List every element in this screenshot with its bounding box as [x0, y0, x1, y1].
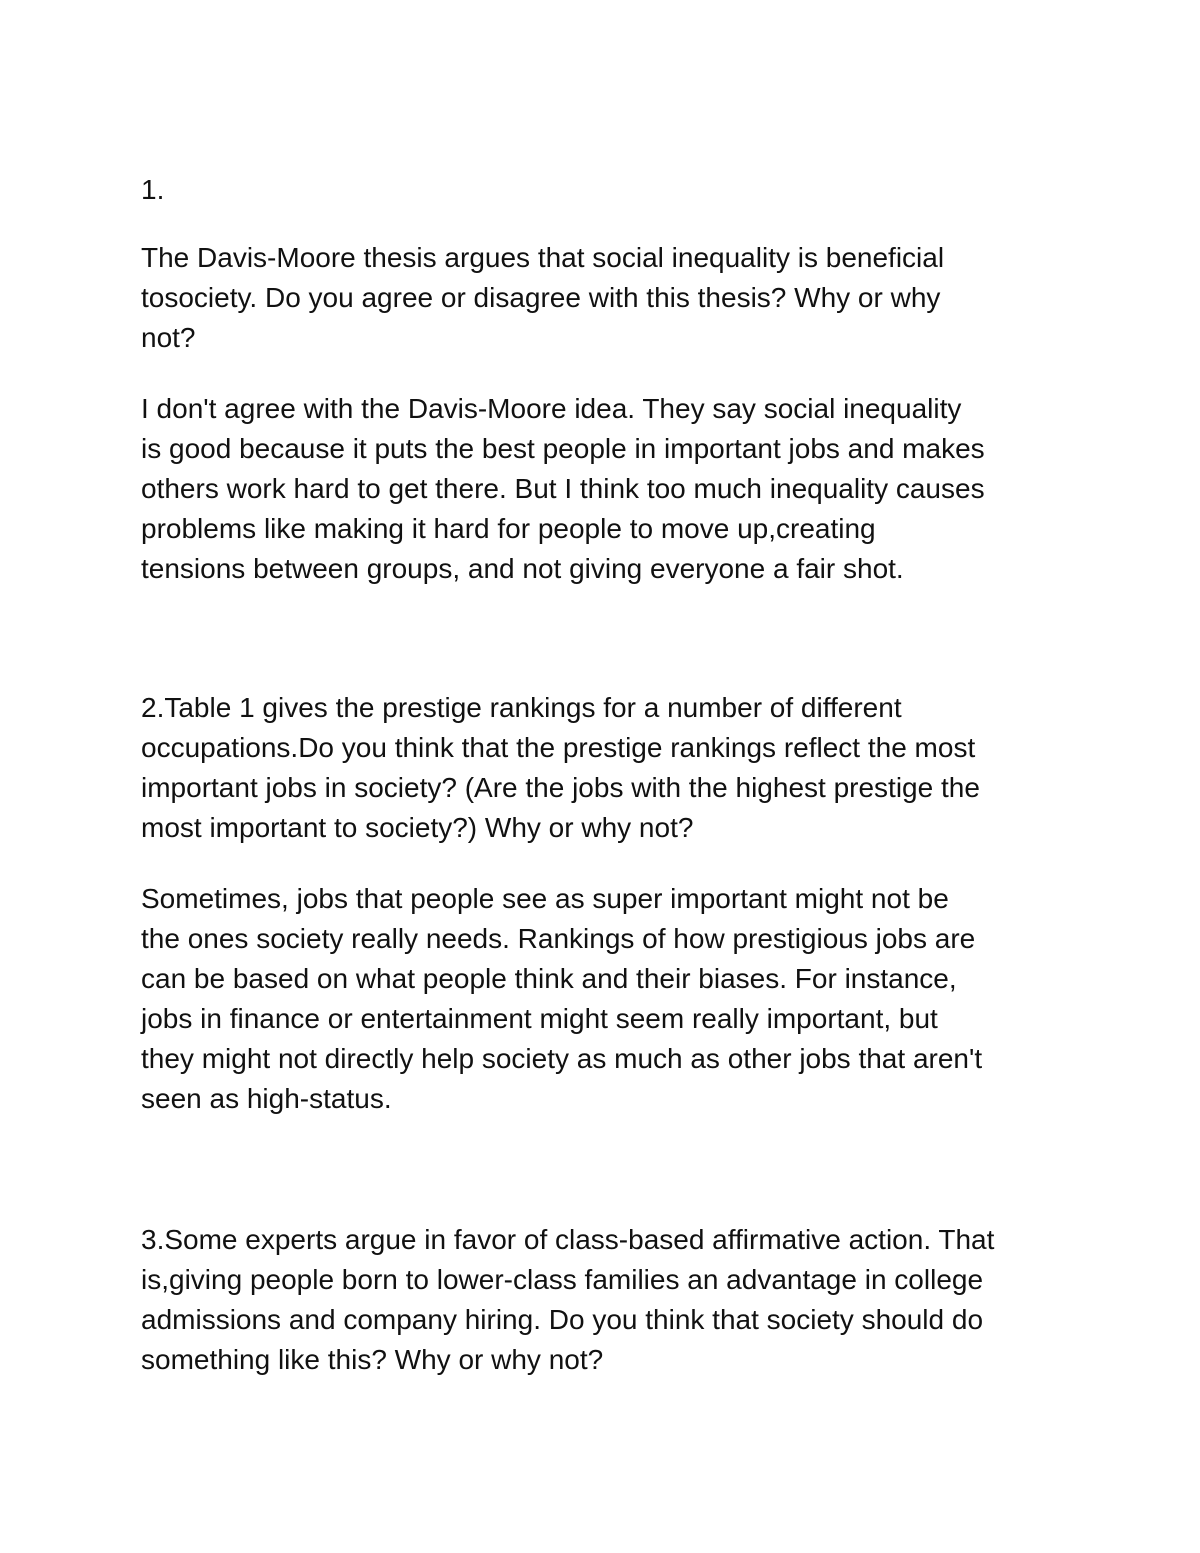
question-1-number: 1. — [141, 174, 165, 205]
question-3-line: admissions and company hiring. Do you think that society should do — [141, 1304, 984, 1335]
question-3-text — [141, 1220, 994, 1380]
question-1-line: not? — [141, 322, 196, 353]
answer-2-line: can be based on what people think and their biases. For instance, — [141, 963, 957, 994]
question-2-line: occupations.Do you think that the prestige rankings reflect the most — [141, 732, 976, 763]
answer-2-line: seen as high-status. — [141, 1083, 392, 1114]
question-1-line: The Davis-Moore thesis argues that social inequality is beneficial — [141, 242, 945, 273]
answer-1-line: is good because it puts the best people in important jobs and makes — [141, 433, 985, 464]
answer-1-line: others work hard to get there. But I think too much inequality causes — [141, 473, 985, 504]
answer-1-line: problems like making it hard for people to move up,creating — [141, 513, 876, 544]
answer-1-line: tensions between groups, and not giving everyone a fair shot. — [141, 553, 904, 584]
answer-2-line: they might not directly help society as much as other jobs that aren't — [141, 1043, 983, 1074]
question-1-line: tosociety. Do you agree or disagree with this thesis? Why or why — [141, 282, 941, 313]
question-2-line: important jobs in society? (Are the jobs with the highest prestige the — [141, 772, 980, 803]
question-3-line: 3.Some experts argue in favor of class-based affirmative action. That — [141, 1224, 995, 1255]
question-1-text — [141, 238, 944, 358]
answer-2-line: Sometimes, jobs that people see as super important might not be — [141, 883, 949, 914]
answer-2-line: jobs in finance or entertainment might seem really important, but — [141, 1003, 938, 1034]
answer-1-line: I don't agree with the Davis-Moore idea. They say social inequality — [141, 393, 962, 424]
question-3-line: something like this? Why or why not? — [141, 1344, 604, 1375]
question-2-line: 2.Table 1 gives the prestige rankings for a number of different — [141, 692, 902, 723]
question-3-line: is,giving people born to lower-class families an advantage in college — [141, 1264, 984, 1295]
answer-2-line: the ones society really needs. Rankings of how prestigious jobs are — [141, 923, 976, 954]
answer-1-text — [141, 389, 985, 589]
answer-2-text — [141, 879, 982, 1119]
question-2-text — [141, 688, 980, 848]
question-2-line: most important to society?) Why or why not? — [141, 812, 694, 843]
